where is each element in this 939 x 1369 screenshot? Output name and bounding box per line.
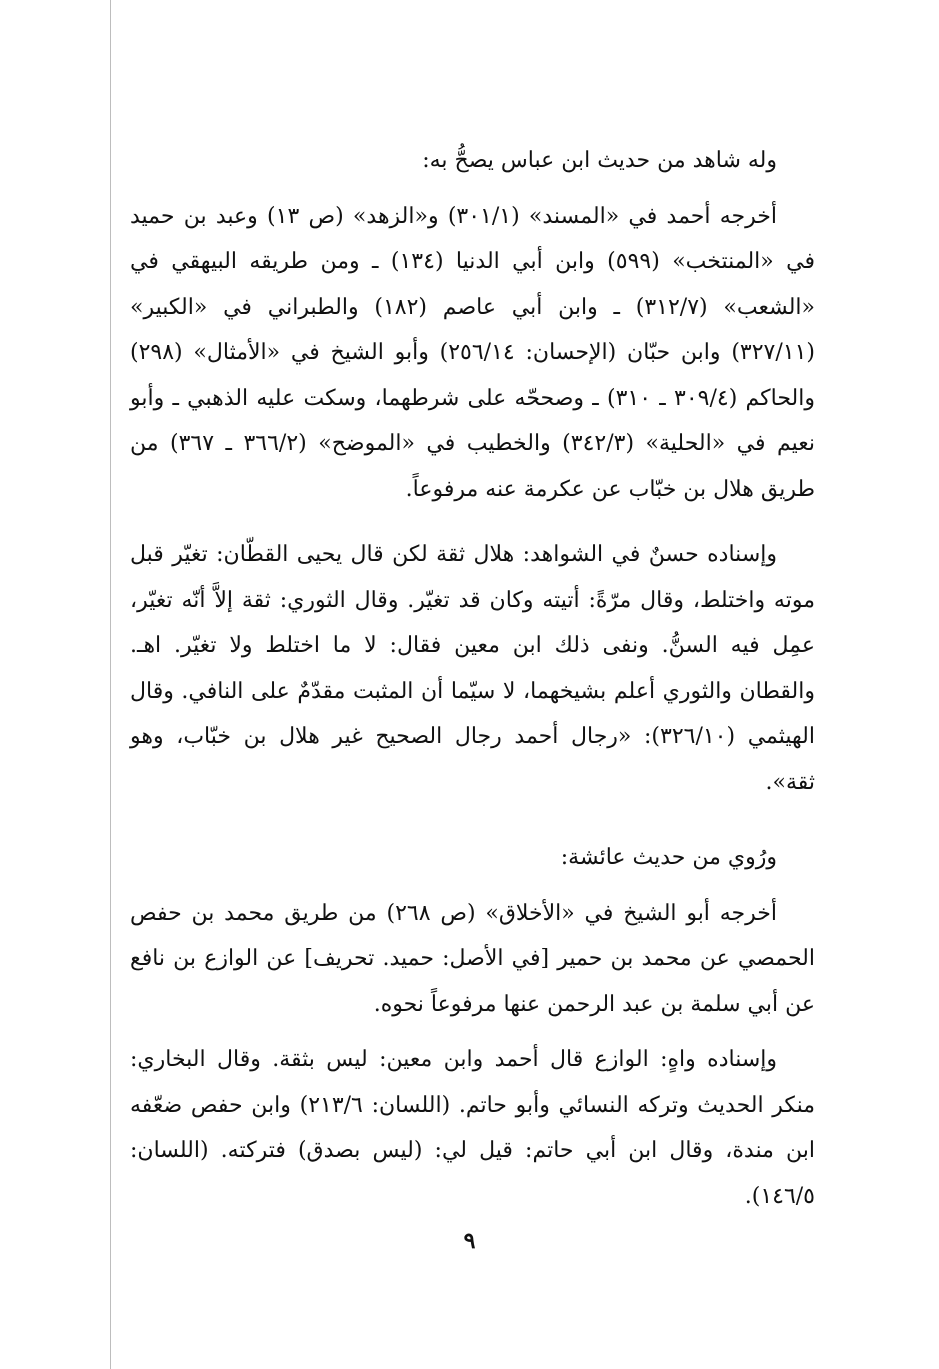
page-edge-line bbox=[110, 0, 111, 1369]
paragraph-intro-ibn-abbas: وله شاهد من حديث ابن عباس يصحُّ به: bbox=[422, 148, 777, 173]
page-body bbox=[130, 138, 815, 1219]
paragraph-takhrij-aisha: أخرجه أبو الشيخ في «الأخلاق» (ص ٢٦٨) من طريق محمد بن حفص الحمصي عن محمد بن حمير [في الأصل: حميد. تحريف] عن الوازع بن نافع عن أبي سلمة بن عبد الرحمن عنها مرفوعاً نحوه. bbox=[130, 900, 815, 1017]
paragraph-takhrij-ibn-abbas: أخرجه أحمد في «المسند» (٣٠١/١) و«الزهد» (ص ١٣) وعبد بن حميد في «المنتخب» (٥٩٩) وابن أبي الدنيا (١٣٤) ـ ومن طريقه البيهقي في «الشعب» (٣١٢/٧) ـ وابن أبي عاصم (١٨٢) والطبراني في «الكبير» (٣٢٧/١١) وابن حبّان (الإحسان: ٢٥٦/١٤) وأبو الشيخ في «الأمثال» (٢٩٨) والحاكم (٣٠٩/٤ ـ ٣١٠) ـ وصححّه على شرطهما، وسكت عليه الذهبي ـ وأبو نعيم في «الحلية» (٣٤٢/٣) والخطيب في «الموضح» (٣٦٦/٢ ـ ٣٦٧) من طريق هلال بن خبّاب عن عكرمة عنه مرفوعاً. bbox=[130, 203, 816, 502]
paragraph-intro-aisha: ورُوي من حديث عائشة: bbox=[560, 845, 777, 870]
paragraph-isnad-ibn-abbas: وإسناده حسنٌ في الشواهد: هلال ثقة لكن قال يحيى القطّان: تغيّر قبل موته واختلط، وقال مرّةً: أتيته وكان قد تغيّر. وقال الثوري: ثقة إلاَّ أنّه تغيّر، عمِل فيه السنُّ. ونفى ذلك ابن معين فقال: لا ما اختلط ولا تغيّر. اهـ. والقطان والثوري أعلم بشيخهما، لا سيّما أن المثبت مقدّمٌ على النافي. وقال الهيثمي (٣٢٦/١٠): «رجال أحمد رجال الصحيح غير هلال بن خبّاب، وهو ثقة». bbox=[130, 542, 815, 795]
paragraph-isnad-aisha: وإسناده واهٍ: الوازع قال أحمد وابن معين: ليس بثقة. وقال البخاري: منكر الحديث وتركه النسائي وأبو حاتم. (اللسان: ٢١٣/٦) وابن حفص ضعّفه ابن مندة، وقال ابن أبي حاتم: قيل لي: (ليس بصدق) فتركته. (اللسان: ١٤٦/٥). bbox=[130, 1047, 816, 1209]
page-number: ٩ bbox=[463, 1228, 476, 1254]
